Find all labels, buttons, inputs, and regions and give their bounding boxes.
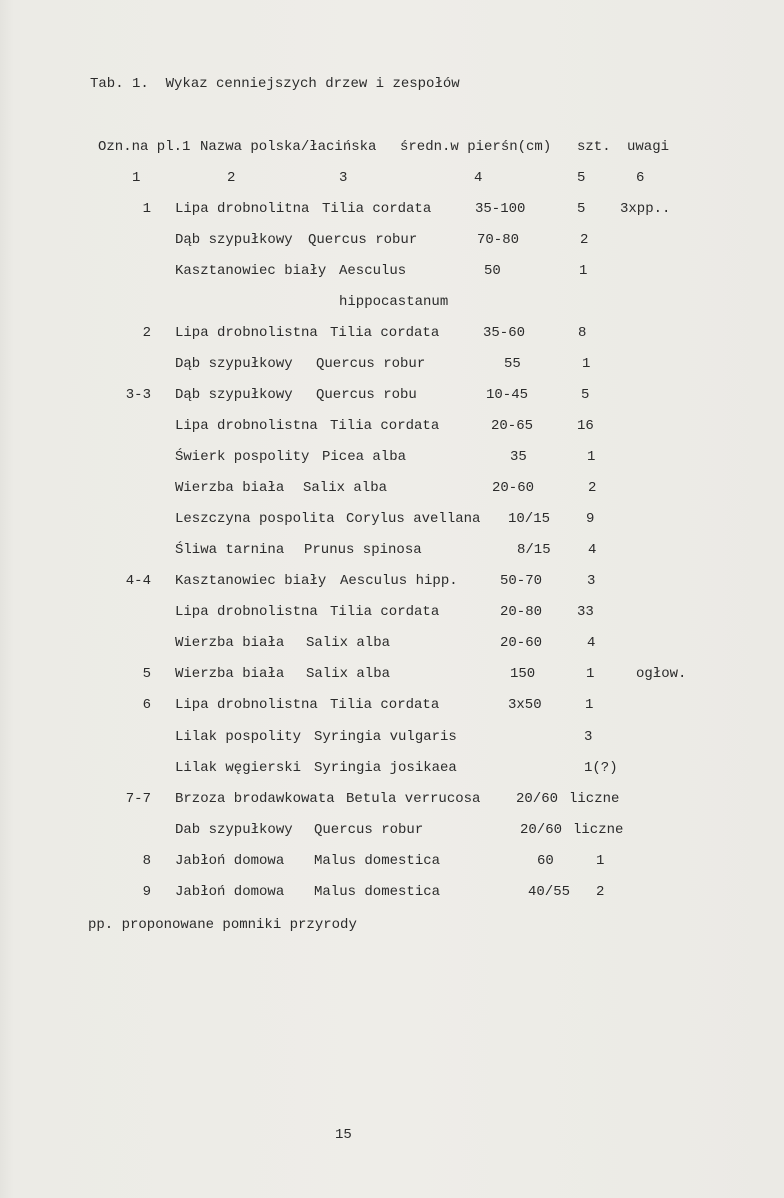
footnote: pp. proponowane pomniki przyrody (88, 917, 357, 933)
row-count: 1 (579, 263, 588, 279)
row-latin-name: Tilia cordata (322, 201, 432, 217)
row-ozn: 6 (142, 697, 151, 713)
page-number: 15 (335, 1127, 352, 1143)
row-latin-name: Quercus robur (314, 822, 424, 838)
row-polish-name: Lipa drobnolistna (175, 604, 318, 620)
row-count: 33 (577, 604, 594, 620)
row-diameter: 20/60 (520, 822, 563, 838)
header-ozn: Ozn.na pl.1 (98, 139, 191, 155)
row-count: 1 (596, 853, 605, 869)
row-ozn: 3-3 (125, 387, 151, 403)
row-count: 9 (586, 511, 595, 527)
row-polish-name: Brzoza brodawkowata (175, 791, 335, 807)
row-polish-name: Dąb szypułkowy (175, 387, 293, 403)
row-polish-name: Jabłoń domowa (175, 853, 285, 869)
row-latin-name: Quercus robu (316, 387, 417, 403)
row-latin-name: Tilia cordata (330, 325, 440, 341)
row-polish-name: Jabłoń domowa (175, 884, 285, 900)
row-polish-name: Lipa drobnolistna (175, 325, 318, 341)
row-diameter: 50-70 (500, 573, 543, 589)
row-count: 5 (581, 387, 590, 403)
row-latin-name: Syringia vulgaris (314, 729, 457, 745)
row-count: 3 (587, 573, 596, 589)
row-ozn: 2 (142, 325, 151, 341)
colnum-4: 4 (474, 170, 483, 186)
row-latin-name: Quercus robur (316, 356, 426, 372)
row-count: 1 (587, 449, 596, 465)
row-count: liczne (573, 822, 624, 838)
row-count: 2 (588, 480, 597, 496)
row-polish-name: Lipa drobnolitna (175, 201, 310, 217)
row-notes: 3xpp.. (620, 201, 671, 217)
row-polish-name: Lilak pospolity (175, 729, 302, 745)
row-diameter: 60 (537, 853, 554, 869)
row-polish-name: Świerk pospolity (175, 449, 310, 465)
colnum-3: 3 (339, 170, 348, 186)
row-diameter: 10-45 (486, 387, 529, 403)
colnum-6: 6 (636, 170, 645, 186)
row-count: 4 (588, 542, 597, 558)
colnum-2: 2 (227, 170, 236, 186)
row-diameter: 70-80 (477, 232, 520, 248)
row-diameter: 20-60 (492, 480, 535, 496)
row-diameter: 3x50 (508, 697, 542, 713)
row-polish-name: Dab szypułkowy (175, 822, 293, 838)
row-diameter: 35-100 (475, 201, 526, 217)
row-latin-name: Tilia cordata (330, 604, 440, 620)
row-latin-name: Syringia josikaea (314, 760, 457, 776)
row-count: liczne (569, 791, 620, 807)
row-count: 1(?) (584, 760, 618, 776)
row-diameter: 35-60 (483, 325, 526, 341)
row-polish-name: Dąb szypułkowy (175, 232, 293, 248)
row-diameter: 8/15 (517, 542, 551, 558)
row-diameter: 40/55 (528, 884, 571, 900)
row-ozn: 9 (142, 884, 151, 900)
row-count: 1 (586, 666, 595, 682)
colnum-5: 5 (577, 170, 586, 186)
row-polish-name: Wierzba biała (175, 635, 285, 651)
row-diameter: 20/60 (516, 791, 559, 807)
row-count: 2 (580, 232, 589, 248)
row-polish-name: Dąb szypułkowy (175, 356, 293, 372)
row-latin-name: Malus domestica (314, 884, 441, 900)
row-latin-name: Tilia cordata (330, 697, 440, 713)
row-polish-name: Wierzba biała (175, 480, 285, 496)
row-polish-name: Lilak węgierski (175, 760, 302, 776)
row-latin-name: Betula verrucosa (346, 791, 481, 807)
row-polish-name: Śliwa tarnina (175, 542, 285, 558)
row-diameter: 35 (510, 449, 527, 465)
row-latin-name: Aesculus hipp. (340, 573, 458, 589)
row-latin-name: Picea alba (322, 449, 407, 465)
row-count: 4 (587, 635, 596, 651)
row-diameter: 10/15 (508, 511, 551, 527)
table-title: Tab. 1. Wykaz cenniejszych drzew i zespołów (90, 76, 460, 92)
row-polish-name: Lipa drobnolistna (175, 418, 318, 434)
row-latin-name: Aesculus (339, 263, 407, 279)
row-count: 8 (578, 325, 587, 341)
row-latin-name: Corylus avellana (346, 511, 481, 527)
row-count: 1 (585, 697, 594, 713)
row-ozn: 4-4 (125, 573, 151, 589)
row-latin-name: Salix alba (306, 666, 391, 682)
row-count: 1 (582, 356, 591, 372)
row-diameter: 55 (504, 356, 521, 372)
row-count: 16 (577, 418, 594, 434)
row-count: 3 (584, 729, 593, 745)
header-sredn: średn.w pierśn(cm) (400, 139, 552, 155)
row-diameter: 20-65 (491, 418, 534, 434)
row-notes: ogłow. (636, 666, 687, 682)
row-diameter: 20-60 (500, 635, 543, 651)
row-latin-name: Salix alba (306, 635, 391, 651)
colnum-1: 1 (132, 170, 141, 186)
row-ozn: 5 (142, 666, 151, 682)
row-count: 5 (577, 201, 586, 217)
row-latin-name: Salix alba (303, 480, 388, 496)
header-uwagi: uwagi (627, 139, 670, 155)
row-diameter: 150 (510, 666, 536, 682)
row-ozn: 1 (142, 201, 151, 217)
row-latin-name: hippocastanum (339, 294, 449, 310)
row-polish-name: Wierzba biała (175, 666, 285, 682)
row-polish-name: Kasztanowiec biały (175, 573, 327, 589)
row-ozn: 8 (142, 853, 151, 869)
row-polish-name: Leszczyna pospolita (175, 511, 335, 527)
row-latin-name: Tilia cordata (330, 418, 440, 434)
row-latin-name: Malus domestica (314, 853, 441, 869)
row-latin-name: Prunus spinosa (304, 542, 422, 558)
row-polish-name: Kasztanowiec biały (175, 263, 327, 279)
header-szt: szt. (577, 139, 611, 155)
row-polish-name: Lipa drobnolistna (175, 697, 318, 713)
row-diameter: 20-80 (500, 604, 543, 620)
header-nazwa: Nazwa polska/łacińska (200, 139, 377, 155)
row-count: 2 (596, 884, 605, 900)
row-diameter: 50 (484, 263, 501, 279)
row-latin-name: Quercus robur (308, 232, 418, 248)
row-ozn: 7-7 (125, 791, 151, 807)
